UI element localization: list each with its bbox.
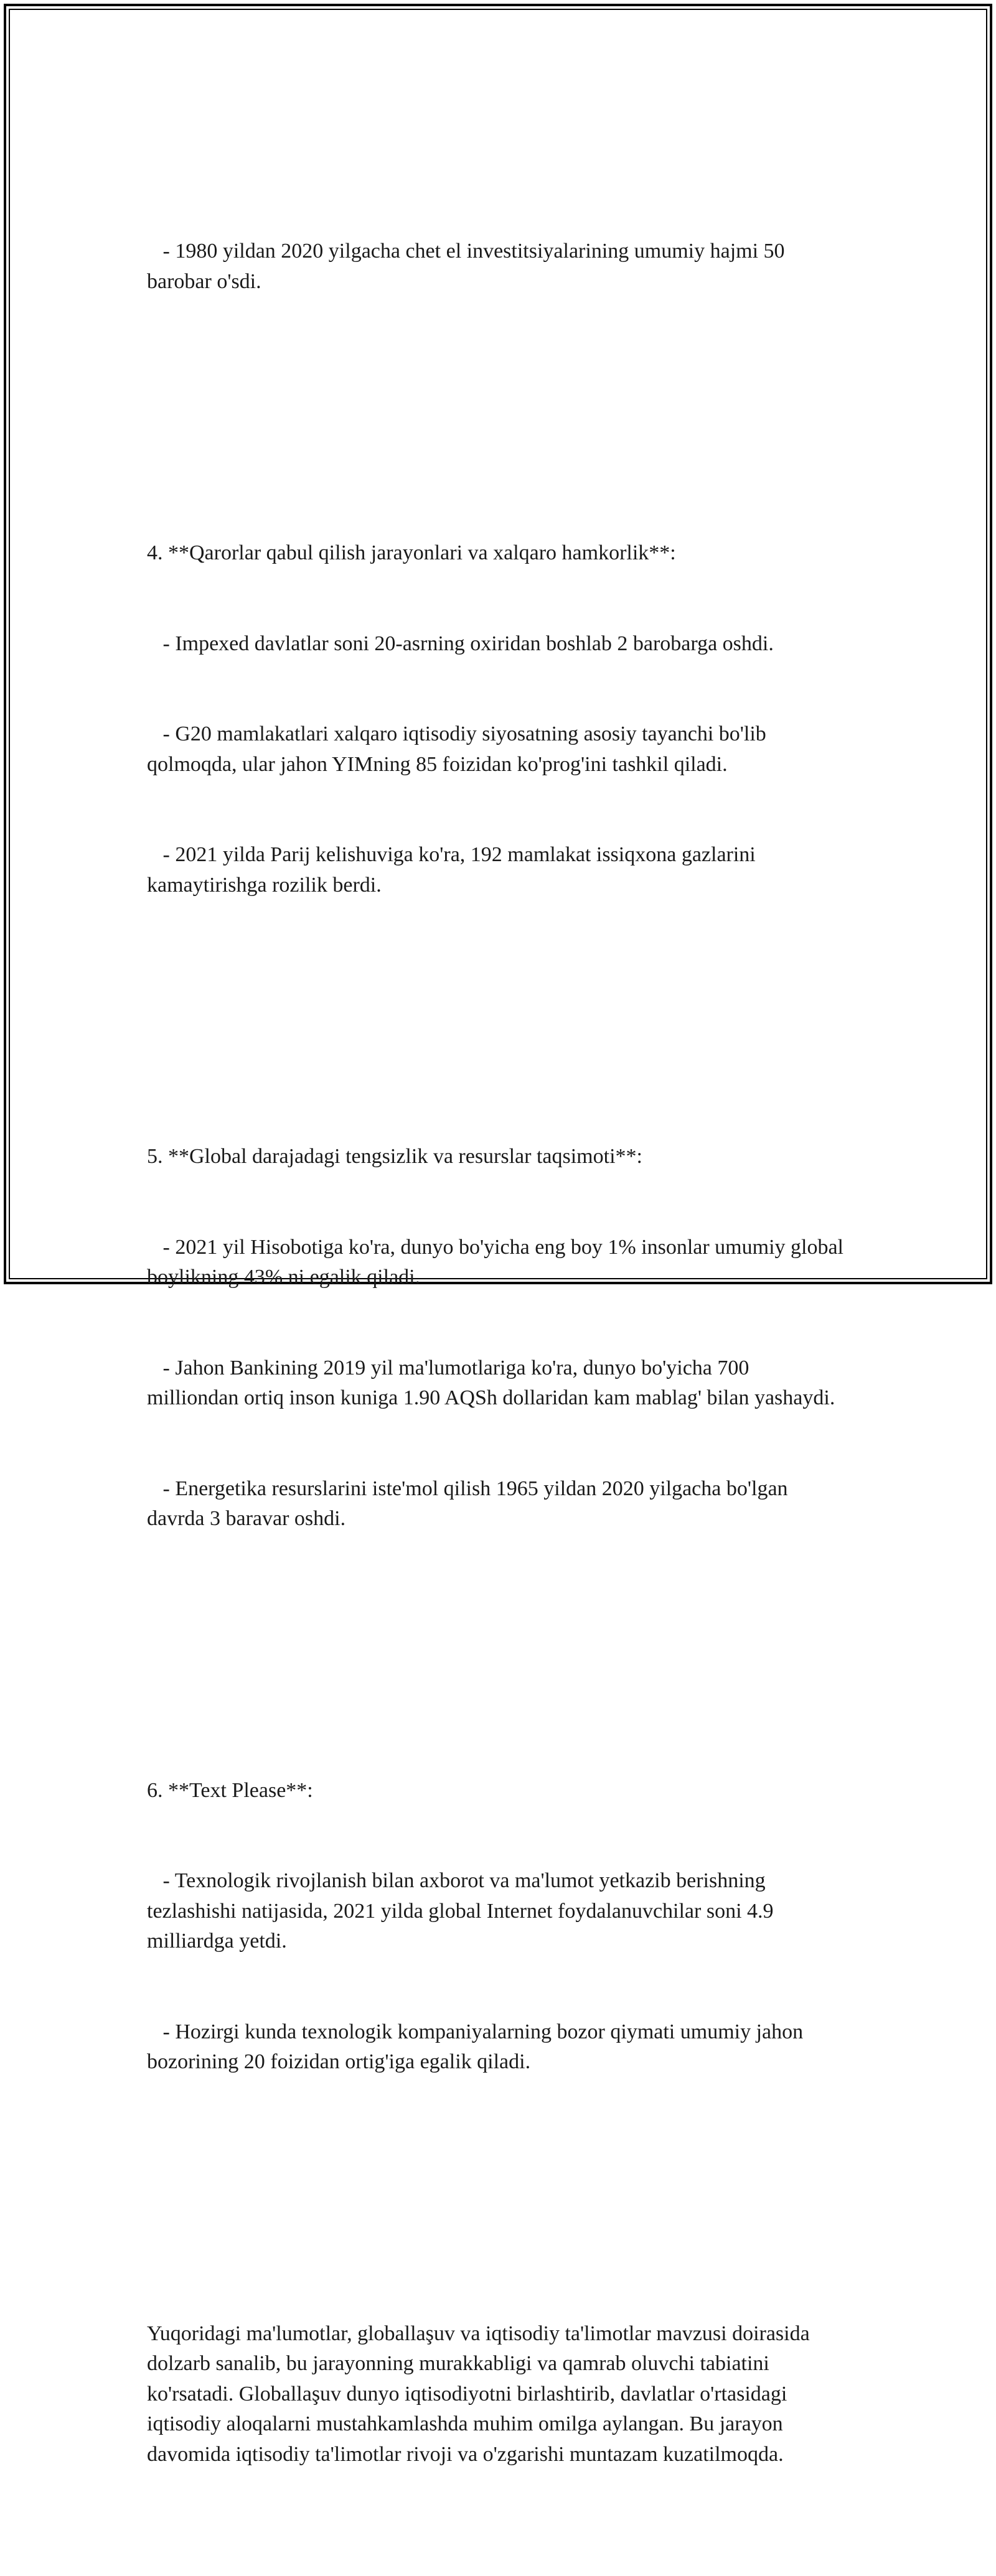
- bullet-line: - Hozirgi kunda texnologik kompaniyalarning bozor qiymati umumiy jahon bozorining 20 foizidan ortig'iga egalik qiladi.: [147, 2020, 809, 2073]
- conclusion-paragraph: [147, 2259, 844, 2531]
- bullet-line: - G20 mamlakatlari xalqaro iqtisodiy siyosatning asosiy tayanchi bo'lib qolmoqda, ular jahon YIMning 85 foizidan ko'prog'ini tashkil qiladi.: [147, 722, 772, 776]
- bullet-line: - Texnologik rivojlanish bilan axborot va ma'lumot yetkazib berishning tezlashishi natijasida, 2021 yilda global Internet foydalanuvchilar soni 4.9 milliardga yetdi.: [147, 1869, 779, 1953]
- section-heading: 5. **Global darajadagi tengsizlik va resurslar taqsimoti**:: [147, 1145, 642, 1168]
- bullet-line: - Jahon Bankining 2019 yil ma'lumotlariga ko'ra, dunyo bo'yicha 700 milliondan ortiq inson kuniga 1.90 AQSh dollaridan kam mablag' bilan yashaydi.: [147, 1356, 835, 1409]
- bullet-line: - 2021 yil Hisobotiga ko'ra, dunyo bo'yicha eng boy 1% insonlar umumiy global boylikning 43% ni egalik qiladi.: [147, 1235, 849, 1289]
- bullet-line: - 2021 yilda Parij kelishuviga ko'ra, 192 mamlakat issiqxona gazlarini kamaytirishga rozilik berdi.: [147, 843, 761, 897]
- conclusion-text: Yuqoridagi ma'lumotlar, globallaşuv va iqtisodiy ta'limotlar mavzusi doirasida dolzarb sanalib, bu jarayonning murakkabligi va qamrab oluvchi tabiatini ko'rsatadi. Globallaşuv dunyo iqtisodiyotni birlashtirib, davlatlar o'rtasidagi iqtisodiy aloqalarni mustahkamlashda muhim omilga aylangan. Bu jarayon davomida iqtisodiy ta'limotlar rivoji va o'zgarishi muntazam kuzatilmoqda.: [147, 2322, 815, 2466]
- section-heading: 6. **Text Please**:: [147, 1778, 313, 1802]
- bullet-line: - 1980 yildan 2020 yilgacha chet el investitsiyalarining umumiy hajmi 50 barobar o'sdi.: [147, 240, 791, 293]
- bullet-line: - Impexed davlatlar soni 20-asrning oxiridan boshlab 2 barobarga oshdi.: [147, 632, 774, 655]
- document-body: [147, 116, 849, 2576]
- section-heading: 4. **Qarorlar qabul qilish jarayonlari va xalqaro hamkorlik**:: [147, 541, 676, 564]
- paragraph-investment: [147, 176, 844, 357]
- section-4-decision-making: [147, 478, 844, 961]
- bullet-line: - Energetika resurslarini iste'mol qilish 1965 yildan 2020 yilgacha bo'lgan davrda 3 baravar oshdi.: [147, 1477, 794, 1530]
- section-5-global-inequality: [147, 1081, 849, 1595]
- section-6-text-please: [147, 1715, 844, 2138]
